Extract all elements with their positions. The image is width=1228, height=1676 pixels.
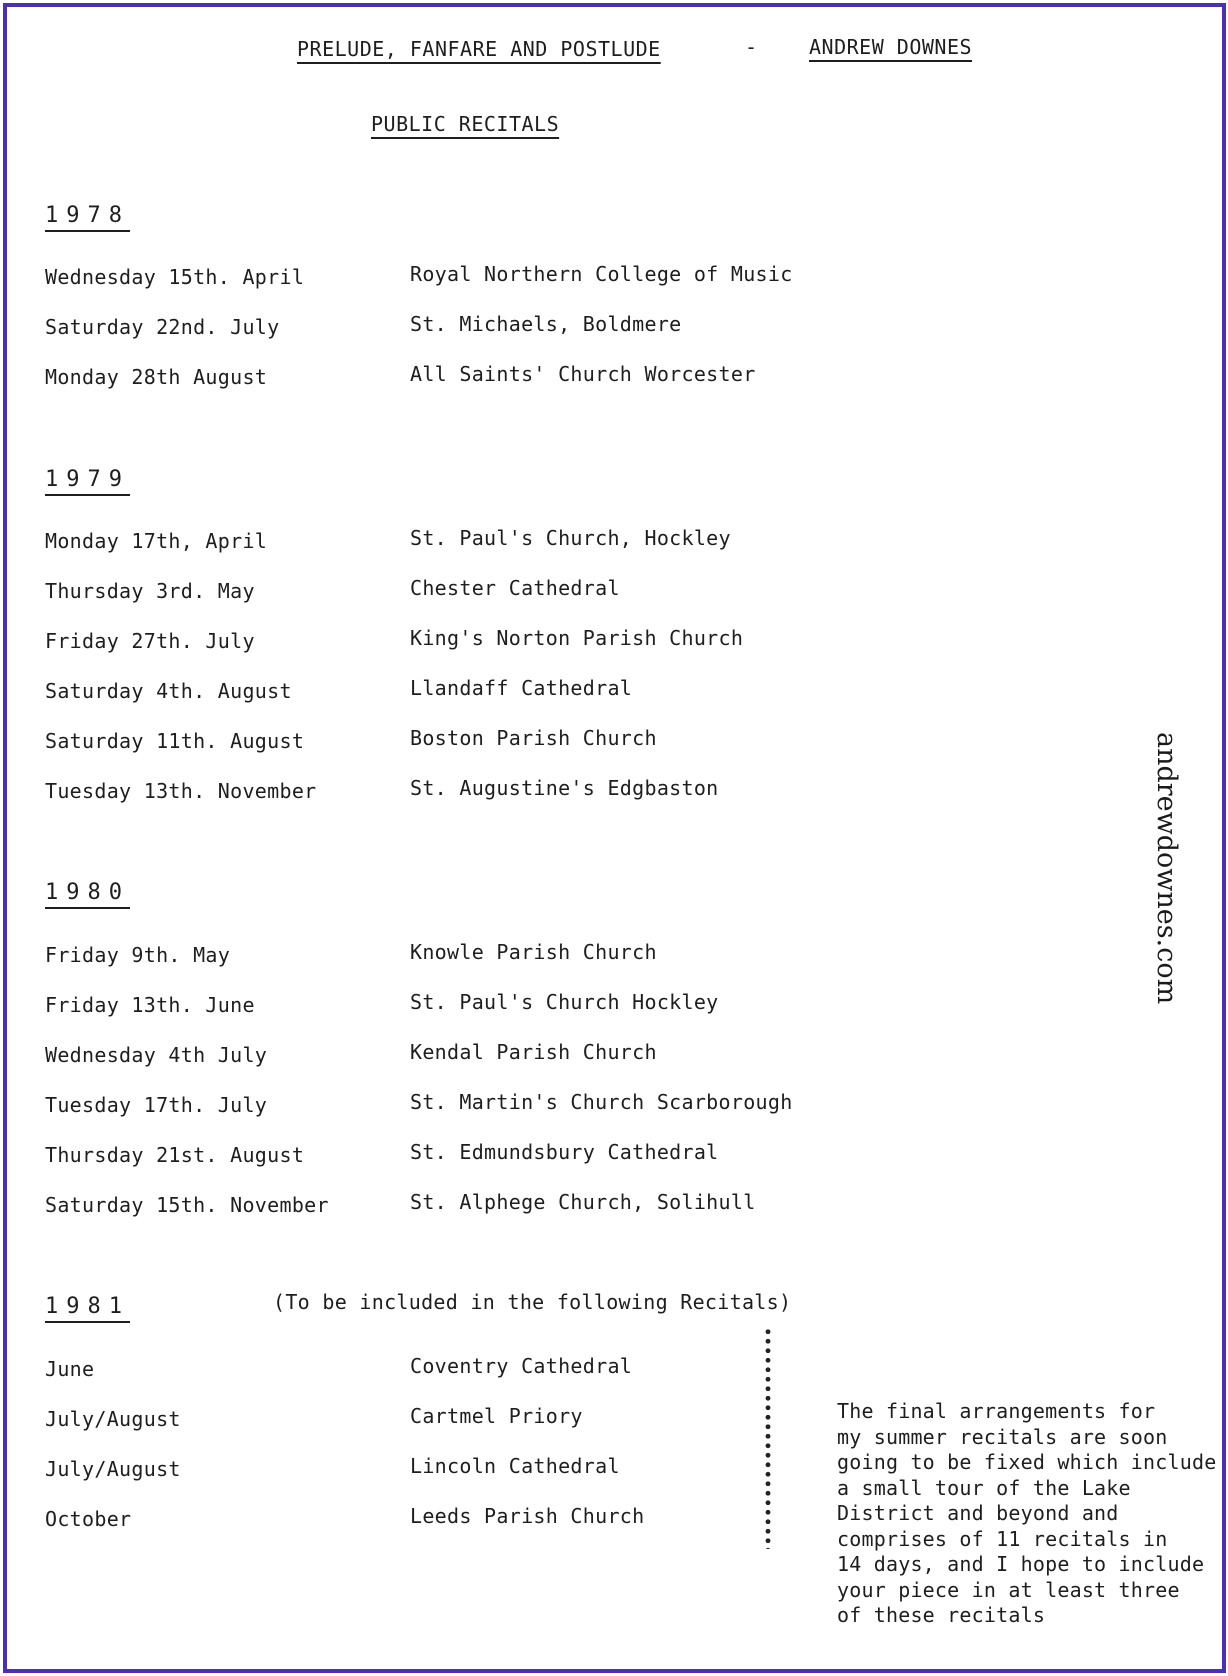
recital-date: Tuesday 13th. November [45, 779, 317, 803]
year-heading-1979: 1979 [45, 467, 130, 492]
recital-date: July/August [45, 1407, 181, 1431]
side-note: The final arrangements for my summer recitals are soon going to be fixed which include a small tour of the Lake District and beyond and comprises of 11 recitals in 14 days, and I hope to include your piece in at least three of these recitals [837, 1399, 1217, 1627]
recital-date: Tuesday 17th. July [45, 1093, 268, 1117]
recital-date: Saturday 4th. August [45, 679, 292, 703]
recital-venue: King's Norton Parish Church [410, 626, 744, 650]
page-subtitle: PUBLIC RECITALS [371, 112, 560, 136]
recital-date: Wednesday 15th. April [45, 265, 305, 289]
recital-date: Friday 13th. June [45, 993, 255, 1017]
recital-date: Thursday 3rd. May [45, 579, 255, 603]
recital-venue: Royal Northern College of Music [410, 262, 793, 286]
recital-date: Saturday 11th. August [45, 729, 305, 753]
recital-venue: Knowle Parish Church [410, 940, 657, 964]
typed-page [7, 7, 1222, 1669]
document-title: PRELUDE, FANFARE AND POSTLUDE [297, 37, 661, 61]
recital-venue: St. Edmundsbury Cathedral [410, 1140, 719, 1164]
recital-venue: Boston Parish Church [410, 726, 657, 750]
recital-venue: Cartmel Priory [410, 1404, 583, 1428]
recital-venue: Kendal Parish Church [410, 1040, 657, 1064]
title-dash: - [745, 35, 758, 59]
recital-date: Monday 17th, April [45, 529, 268, 553]
asterisk-divider [762, 1327, 774, 1549]
recital-venue: St. Martin's Church Scarborough [410, 1090, 793, 1114]
recital-venue: St. Paul's Church, Hockley [410, 526, 731, 550]
recital-date: Monday 28th August [45, 365, 268, 389]
recital-date: October [45, 1507, 132, 1531]
recital-date: Saturday 15th. November [45, 1193, 329, 1217]
year-heading-1978: 1978 [45, 203, 130, 228]
composer-name: ANDREW DOWNES [809, 35, 973, 59]
recital-venue: Leeds Parish Church [410, 1504, 645, 1528]
recital-venue: Llandaff Cathedral [410, 676, 633, 700]
recital-date: Saturday 22nd. July [45, 315, 280, 339]
recital-venue: St. Alphege Church, Solihull [410, 1190, 756, 1214]
recital-date: Friday 27th. July [45, 629, 255, 653]
recital-venue: St. Paul's Church Hockley [410, 990, 719, 1014]
recital-date: June [45, 1357, 95, 1381]
recital-venue: All Saints' Church Worcester [410, 362, 756, 386]
year-heading-1981: 1981 [45, 1294, 130, 1319]
year-1981-note: (To be included in the following Recitals) [273, 1290, 792, 1314]
recital-date: July/August [45, 1457, 181, 1481]
year-heading-1980: 1980 [45, 880, 130, 905]
recital-date: Thursday 21st. August [45, 1143, 305, 1167]
recital-venue: St. Augustine's Edgbaston [410, 776, 719, 800]
recital-venue: Lincoln Cathedral [410, 1454, 620, 1478]
website-watermark: andrewdownes.com [1151, 732, 1182, 1005]
recital-venue: Chester Cathedral [410, 576, 620, 600]
recital-venue: Coventry Cathedral [410, 1354, 633, 1378]
document-frame [3, 3, 1226, 1673]
recital-venue: St. Michaels, Boldmere [410, 312, 682, 336]
recital-date: Friday 9th. May [45, 943, 231, 967]
recital-date: Wednesday 4th July [45, 1043, 268, 1067]
